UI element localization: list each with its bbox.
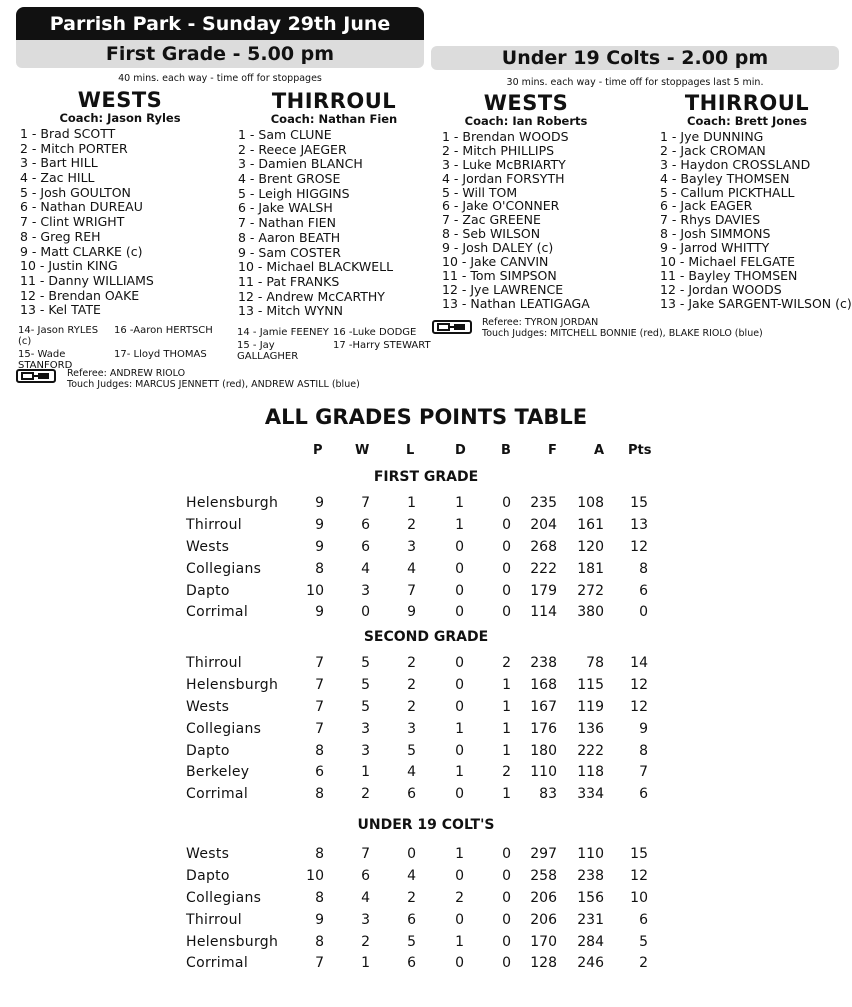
fg-away-coach: Coach: Nathan Fien: [270, 112, 398, 126]
table-row: [186, 783, 648, 805]
against-cell: 156: [577, 889, 604, 906]
drawn-cell: 1: [455, 516, 464, 533]
against-cell: 119: [577, 698, 604, 715]
player-name: 3 - Damien BLANCH: [238, 156, 363, 172]
against-cell: 380: [577, 604, 604, 621]
for-cell: 222: [530, 560, 557, 577]
team-cell: Corrimal: [186, 955, 249, 972]
player-name: 1 - Brad SCOTT: [20, 126, 116, 141]
points-cell: 7: [639, 764, 648, 781]
drawn-cell: 0: [455, 538, 464, 555]
bye-cell: 0: [502, 955, 511, 972]
reserve-player: 16 -Luke DODGE: [333, 327, 417, 338]
won-cell: 2: [361, 786, 370, 803]
player-name: 13 - Kel TATE: [20, 302, 101, 318]
points-cell: 14: [630, 654, 648, 671]
player-name: 6 - Jack EAGER: [660, 198, 753, 214]
second-grade-table: [186, 652, 648, 805]
player-name: 5 - Josh GOULTON: [20, 184, 131, 200]
player-name: 13 - Jake SARGENT-WILSON (c): [660, 295, 852, 311]
points-cell: 12: [630, 867, 648, 884]
lost-cell: 0: [407, 845, 416, 862]
bye-cell: 0: [502, 560, 511, 577]
section-second-grade: SECOND GRADE: [363, 629, 489, 645]
lost-cell: 4: [407, 560, 416, 577]
lost-cell: 3: [407, 720, 416, 737]
player-name: 7 - Zac GREENE: [442, 212, 541, 228]
under-19-colts-table: [186, 843, 648, 974]
player-name: 13 - Mitch WYNN: [238, 303, 343, 319]
player-name: 10 - Jake CANVIN: [442, 254, 549, 270]
points-cell: 12: [630, 538, 648, 555]
for-cell: 83: [539, 786, 557, 803]
player-name: 4 - Jordan FORSYTH: [442, 170, 565, 186]
against-cell: 115: [577, 676, 604, 693]
reserve-player: 14 - Jamie FEENEY: [237, 327, 329, 338]
team-cell: Dapto: [186, 582, 230, 599]
points-cell: 15: [630, 845, 648, 862]
col-header-w: W: [355, 443, 370, 458]
bye-cell: 1: [502, 676, 511, 693]
lost-cell: 6: [407, 786, 416, 803]
won-cell: 1: [361, 955, 370, 972]
player-name: 3 - Haydon CROSSLAND: [660, 156, 811, 172]
table-row: [186, 931, 648, 953]
colts-home-player-list: [442, 130, 590, 311]
drawn-cell: 0: [455, 786, 464, 803]
bye-cell: 0: [502, 933, 511, 950]
player-name: 6 - Jake WALSH: [238, 200, 333, 216]
bye-cell: 0: [502, 604, 511, 621]
lost-cell: 4: [407, 764, 416, 781]
player-name: 2 - Reece JAEGER: [238, 141, 347, 157]
colts-away-player-list: [660, 130, 852, 311]
drawn-cell: 1: [455, 845, 464, 862]
player-name: 8 - Aaron BEATH: [238, 229, 341, 245]
points-cell: 9: [639, 720, 648, 737]
col-header-d: D: [455, 443, 466, 458]
player-name: 2 - Mitch PHILLIPS: [442, 142, 555, 158]
played-cell: 8: [315, 889, 324, 906]
for-cell: 206: [530, 889, 557, 906]
team-cell: Thirroul: [186, 516, 243, 533]
against-cell: 78: [586, 654, 604, 671]
won-cell: 3: [361, 720, 370, 737]
bye-cell: 2: [502, 764, 511, 781]
points-cell: 2: [639, 955, 648, 972]
played-cell: 9: [315, 516, 324, 533]
fg-away-team-name: THIRROUL: [271, 89, 397, 113]
team-cell: Thirroul: [186, 654, 243, 671]
fg-touch-judges: Touch Judges: MARCUS JENNETT (red), ANDREW ASTILL (blue): [67, 379, 360, 390]
points-cell: 13: [630, 516, 648, 533]
player-name: 6 - Nathan DUREAU: [20, 199, 143, 215]
against-cell: 222: [577, 742, 604, 759]
reserve-player: 15- Wade STANFORD: [18, 349, 73, 371]
table-row: [186, 952, 648, 974]
drawn-cell: 0: [455, 582, 464, 599]
fg-away-player-list: [238, 128, 393, 319]
bye-cell: 0: [502, 582, 511, 599]
for-cell: 238: [530, 654, 557, 671]
table-row: [186, 718, 648, 740]
fg-referee: Referee: ANDREW RIOLO: [67, 368, 186, 379]
points-table-title: ALL GRADES POINTS TABLE: [264, 405, 588, 429]
for-cell: 179: [530, 582, 557, 599]
table-row: [186, 536, 648, 558]
won-cell: 4: [361, 560, 370, 577]
bye-cell: 1: [502, 698, 511, 715]
played-cell: 9: [315, 494, 324, 511]
colts-officials: [482, 317, 763, 339]
for-cell: 180: [530, 742, 557, 759]
lost-cell: 2: [407, 889, 416, 906]
points-cell: 8: [639, 560, 648, 577]
for-cell: 168: [530, 676, 557, 693]
colts-header: Under 19 Colts - 2.00 pm: [431, 46, 839, 70]
player-name: 10 - Michael FELGATE: [660, 254, 796, 270]
against-cell: 334: [577, 786, 604, 803]
reserve-player: 17- Lloyd THOMAS: [114, 349, 207, 360]
against-cell: 161: [577, 516, 604, 533]
played-cell: 7: [315, 720, 324, 737]
against-cell: 136: [577, 720, 604, 737]
for-cell: 268: [530, 538, 557, 555]
venue-header: Parrish Park - Sunday 29th June: [16, 7, 424, 40]
against-cell: 284: [577, 933, 604, 950]
player-name: 1 - Sam CLUNE: [238, 127, 332, 142]
drawn-cell: 1: [455, 764, 464, 781]
team-cell: Dapto: [186, 867, 230, 884]
table-row: [186, 558, 648, 580]
player-name: 11 - Tom SIMPSON: [442, 267, 557, 283]
played-cell: 7: [315, 698, 324, 715]
player-name: 8 - Greg REH: [20, 228, 101, 244]
for-cell: 110: [530, 764, 557, 781]
player-name: 7 - Nathan FIEN: [238, 215, 336, 231]
first-grade-table: [186, 492, 648, 623]
player-name: 9 - Matt CLARKE (c): [20, 243, 143, 259]
won-cell: 7: [361, 494, 370, 511]
team-cell: Helensburgh: [186, 676, 279, 693]
fg-home-player-list: [20, 127, 154, 318]
first-grade-header: First Grade - 5.00 pm: [16, 40, 424, 68]
drawn-cell: 1: [455, 933, 464, 950]
team-cell: Helensburgh: [186, 933, 279, 950]
drawn-cell: 0: [455, 604, 464, 621]
drawn-cell: 0: [455, 867, 464, 884]
cb-logo-icon: [432, 320, 472, 334]
lost-cell: 6: [407, 911, 416, 928]
lost-cell: 7: [407, 582, 416, 599]
colts-timing-note: 30 mins. each way - time off for stoppages last 5 min.: [506, 77, 764, 88]
won-cell: 3: [361, 742, 370, 759]
against-cell: 118: [577, 764, 604, 781]
for-cell: 170: [530, 933, 557, 950]
played-cell: 9: [315, 911, 324, 928]
player-name: 8 - Josh SIMMONS: [660, 226, 771, 242]
won-cell: 3: [361, 911, 370, 928]
reserve-player: 16 -Aaron HERTSCH: [114, 325, 213, 336]
played-cell: 7: [315, 955, 324, 972]
player-name: 5 - Leigh HIGGINS: [238, 185, 350, 201]
for-cell: 297: [530, 845, 557, 862]
player-name: 2 - Mitch PORTER: [20, 140, 128, 156]
col-header-f: F: [548, 443, 557, 458]
col-header-p: P: [313, 443, 323, 458]
player-name: 9 - Jarrod WHITTY: [660, 240, 770, 256]
points-cell: 12: [630, 698, 648, 715]
player-name: 11 - Danny WILLIAMS: [20, 272, 154, 288]
points-cell: 6: [639, 582, 648, 599]
drawn-cell: 1: [455, 720, 464, 737]
won-cell: 6: [361, 867, 370, 884]
for-cell: 258: [530, 867, 557, 884]
against-cell: 231: [577, 911, 604, 928]
against-cell: 120: [577, 538, 604, 555]
for-cell: 204: [530, 516, 557, 533]
lost-cell: 1: [407, 494, 416, 511]
table-row: [186, 887, 648, 909]
player-name: 12 - Andrew McCARTHY: [238, 288, 385, 304]
colts-touch-judges: Touch Judges: MITCHELL BONNIE (red), BLAKE RIOLO (blue): [482, 328, 763, 339]
drawn-cell: 2: [455, 889, 464, 906]
played-cell: 9: [315, 604, 324, 621]
player-name: 6 - Jake O'CONNER: [442, 198, 560, 214]
played-cell: 10: [306, 867, 324, 884]
won-cell: 7: [361, 845, 370, 862]
played-cell: 10: [306, 582, 324, 599]
player-name: 9 - Sam COSTER: [238, 244, 341, 260]
table-row: [186, 696, 648, 718]
against-cell: 108: [577, 494, 604, 511]
player-name: 8 - Seb WILSON: [442, 226, 541, 242]
lost-cell: 5: [407, 933, 416, 950]
player-name: 5 - Will TOM: [442, 184, 518, 200]
col-header-a: A: [594, 443, 605, 458]
table-row: [186, 514, 648, 536]
team-cell: Collegians: [186, 560, 262, 577]
team-cell: Corrimal: [186, 604, 249, 621]
drawn-cell: 0: [455, 742, 464, 759]
lost-cell: 3: [407, 538, 416, 555]
table-row: [186, 865, 648, 887]
team-cell: Wests: [186, 538, 230, 555]
played-cell: 8: [315, 933, 324, 950]
won-cell: 5: [361, 676, 370, 693]
drawn-cell: 0: [455, 676, 464, 693]
bye-cell: 0: [502, 494, 511, 511]
for-cell: 114: [530, 604, 557, 621]
table-row: [186, 909, 648, 931]
played-cell: 7: [315, 676, 324, 693]
against-cell: 272: [577, 582, 604, 599]
fg-home-reserves: [18, 325, 228, 371]
bye-cell: 0: [502, 889, 511, 906]
bye-cell: 0: [502, 845, 511, 862]
team-cell: Collegians: [186, 889, 262, 906]
won-cell: 3: [361, 582, 370, 599]
player-name: 9 - Josh DALEY (c): [442, 240, 554, 256]
points-cell: 12: [630, 676, 648, 693]
for-cell: 235: [530, 494, 557, 511]
player-name: 4 - Bayley THOMSEN: [660, 170, 790, 186]
table-row: [186, 492, 648, 514]
against-cell: 246: [577, 955, 604, 972]
team-cell: Wests: [186, 698, 230, 715]
player-name: 7 - Rhys DAVIES: [660, 212, 761, 228]
player-name: 2 - Jack CROMAN: [660, 142, 766, 158]
col-header-b: B: [501, 443, 511, 458]
player-name: 10 - Michael BLACKWELL: [238, 259, 394, 275]
fg-away-reserves: [237, 327, 447, 362]
points-cell: 10: [630, 889, 648, 906]
played-cell: 6: [315, 764, 324, 781]
player-name: 1 - Jye DUNNING: [660, 129, 764, 144]
lost-cell: 2: [407, 654, 416, 671]
played-cell: 7: [315, 654, 324, 671]
table-row: [186, 652, 648, 674]
bye-cell: 0: [502, 867, 511, 884]
reserve-player: 14- Jason RYLES (c): [18, 325, 99, 347]
lost-cell: 2: [407, 698, 416, 715]
won-cell: 5: [361, 654, 370, 671]
won-cell: 1: [361, 764, 370, 781]
colts-home-coach: Coach: Ian Roberts: [464, 114, 588, 128]
player-name: 12 - Jye LAWRENCE: [442, 281, 564, 297]
team-cell: Wests: [186, 845, 230, 862]
for-cell: 128: [530, 955, 557, 972]
team-cell: Berkeley: [186, 764, 250, 781]
bye-cell: 0: [502, 911, 511, 928]
player-name: 1 - Brendan WOODS: [442, 129, 569, 144]
won-cell: 6: [361, 538, 370, 555]
player-name: 4 - Zac HILL: [20, 170, 95, 186]
won-cell: 5: [361, 698, 370, 715]
team-cell: Thirroul: [186, 911, 243, 928]
points-cell: 0: [639, 604, 648, 621]
player-name: 11 - Pat FRANKS: [238, 273, 340, 289]
lost-cell: 2: [407, 516, 416, 533]
colts-away-team-name: THIRROUL: [684, 91, 810, 115]
bye-cell: 1: [502, 720, 511, 737]
player-name: 5 - Callum PICKTHALL: [660, 184, 795, 200]
bye-cell: 1: [502, 742, 511, 759]
fg-home-team-name: WESTS: [77, 88, 163, 112]
section-first-grade: FIRST GRADE: [373, 469, 479, 485]
col-header-pts: Pts: [628, 443, 652, 458]
played-cell: 8: [315, 786, 324, 803]
player-name: 12 - Jordan WOODS: [660, 281, 782, 297]
player-name: 4 - Brent GROSE: [238, 171, 341, 187]
section-under-19-colts: UNDER 19 COLT'S: [357, 817, 495, 833]
bye-cell: 0: [502, 516, 511, 533]
points-cell: 6: [639, 786, 648, 803]
fg-officials: [67, 368, 360, 390]
drawn-cell: 0: [455, 955, 464, 972]
won-cell: 6: [361, 516, 370, 533]
player-name: 3 - Bart HILL: [20, 155, 98, 171]
table-row: [186, 761, 648, 783]
against-cell: 110: [577, 845, 604, 862]
points-cell: 5: [639, 933, 648, 950]
against-cell: 181: [577, 560, 604, 577]
points-cell: 15: [630, 494, 648, 511]
team-cell: Dapto: [186, 742, 230, 759]
player-name: 7 - Clint WRIGHT: [20, 214, 125, 230]
for-cell: 206: [530, 911, 557, 928]
for-cell: 167: [530, 698, 557, 715]
first-grade-timing-note: 40 mins. each way - time off for stoppages: [118, 73, 322, 84]
bye-cell: 2: [502, 654, 511, 671]
reserve-player: 17 -Harry STEWART: [333, 340, 431, 351]
colts-home-team-name: WESTS: [483, 91, 569, 115]
points-cell: 8: [639, 742, 648, 759]
table-row: [186, 601, 648, 623]
player-name: 12 - Brendan OAKE: [20, 287, 140, 303]
won-cell: 0: [361, 604, 370, 621]
drawn-cell: 1: [455, 494, 464, 511]
fg-home-coach: Coach: Jason Ryles: [59, 111, 181, 125]
drawn-cell: 0: [455, 654, 464, 671]
table-row: [186, 674, 648, 696]
drawn-cell: 0: [455, 911, 464, 928]
played-cell: 9: [315, 538, 324, 555]
played-cell: 8: [315, 560, 324, 577]
bye-cell: 1: [502, 786, 511, 803]
team-cell: Collegians: [186, 720, 262, 737]
points-cell: 6: [639, 911, 648, 928]
col-header-l: L: [406, 443, 415, 458]
table-row: [186, 580, 648, 602]
colts-away-coach: Coach: Brett Jones: [687, 114, 807, 128]
table-row: [186, 843, 648, 865]
lost-cell: 2: [407, 676, 416, 693]
lost-cell: 6: [407, 955, 416, 972]
drawn-cell: 0: [455, 698, 464, 715]
played-cell: 8: [315, 742, 324, 759]
against-cell: 238: [577, 867, 604, 884]
lost-cell: 9: [407, 604, 416, 621]
table-row: [186, 740, 648, 762]
reserve-player: 15 - Jay GALLAGHER: [237, 340, 299, 362]
cb-logo-icon: [16, 369, 56, 383]
won-cell: 2: [361, 933, 370, 950]
for-cell: 176: [530, 720, 557, 737]
lost-cell: 5: [407, 742, 416, 759]
played-cell: 8: [315, 845, 324, 862]
player-name: 13 - Nathan LEATIGAGA: [442, 295, 590, 311]
player-name: 10 - Justin KING: [20, 258, 118, 274]
drawn-cell: 0: [455, 560, 464, 577]
colts-referee: Referee: TYRON JORDAN: [482, 317, 599, 328]
team-cell: Helensburgh: [186, 494, 279, 511]
player-name: 3 - Luke McBRIARTY: [442, 156, 566, 172]
player-name: 11 - Bayley THOMSEN: [660, 267, 798, 283]
team-cell: Corrimal: [186, 786, 249, 803]
lost-cell: 4: [407, 867, 416, 884]
won-cell: 4: [361, 889, 370, 906]
bye-cell: 0: [502, 538, 511, 555]
